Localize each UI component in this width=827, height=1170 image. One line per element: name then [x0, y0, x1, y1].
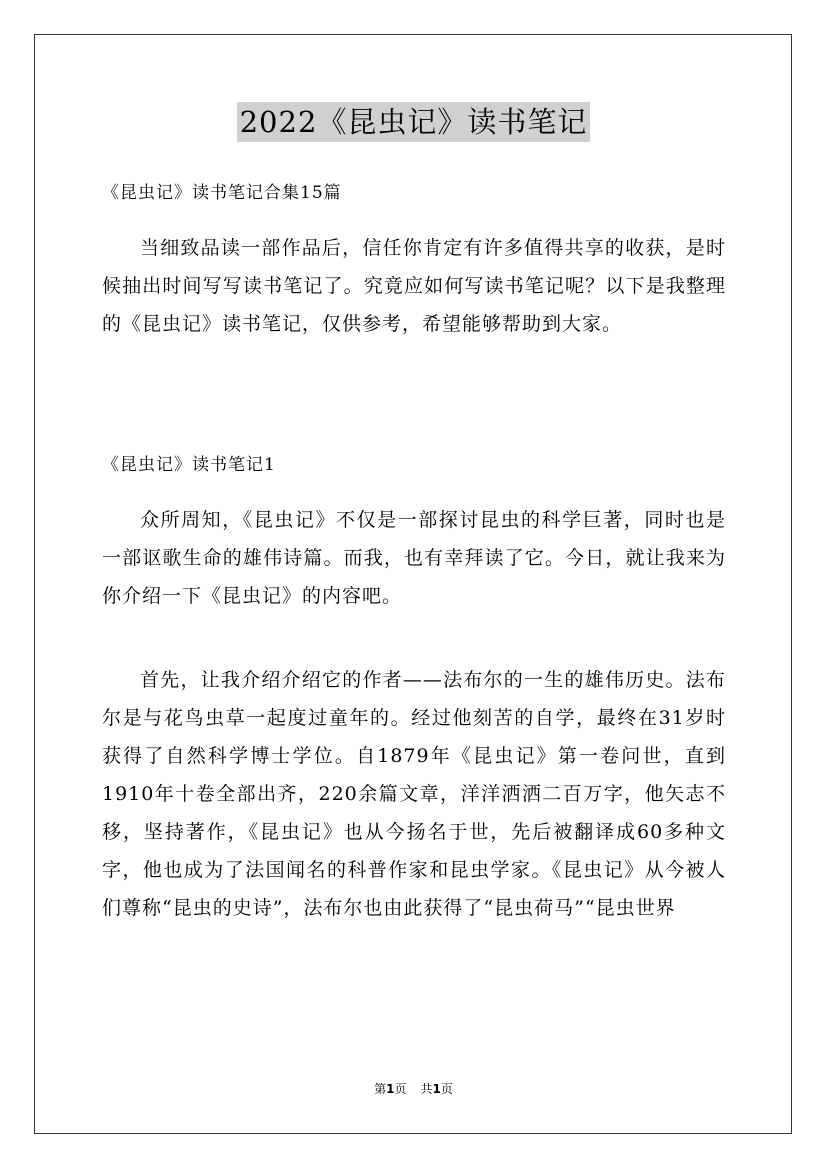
section-paragraph: 首先，让我介绍介绍它的作者——法布尔的一生的雄伟历史。法布尔是与花鸟虫草一起度过童年的。经过他刻苦的自学，最终在31岁时获得了自然科学博士学位。自1879年《昆虫记》第一卷问世，直到1910年十卷全部出齐，220余篇文章，洋洋洒洒二百万字，他矢志不移，坚持著作，《昆虫记》也从今扬名于世，先后被翻译成60多种文字，他也成为了法国闻名的科普作家和昆虫学家。《昆虫记》从今被人们尊称“昆虫的史诗”，法布尔也由此获得了“昆虫荷马”“昆虫世界 — [102, 669, 726, 919]
section-heading: 《昆虫记》读书笔记1 — [102, 455, 276, 475]
document-title: 2022《昆虫记》读书笔记 — [237, 102, 591, 142]
page-prefix: 第 — [374, 1082, 387, 1096]
total-suffix: 页 — [440, 1082, 453, 1096]
document-subtitle: 《昆虫记》读书笔记合集15篇 — [102, 183, 342, 203]
total-pages: 1 — [432, 1082, 441, 1096]
title-container — [0, 102, 827, 142]
page-footer — [0, 1080, 827, 1098]
intro-paragraph: 当细致品读一部作品后，信任你肯定有许多值得共享的收获，是时候抽出时间写写读书笔记了。究竟应如何写读书笔记呢？以下是我整理的《昆虫记》读书笔记，仅供参考，希望能够帮助到大家。 — [102, 237, 726, 335]
total-prefix: 共 — [420, 1082, 433, 1096]
page-number: 1 — [386, 1082, 395, 1096]
section-paragraph: 众所周知，《昆虫记》不仅是一部探讨昆虫的科学巨著，同时也是一部讴歌生命的雄伟诗篇。而我，也有幸拜读了它。今日，就让我来为你介绍一下《昆虫记》的内容吧。 — [102, 509, 726, 607]
page-suffix: 页 — [394, 1082, 407, 1096]
